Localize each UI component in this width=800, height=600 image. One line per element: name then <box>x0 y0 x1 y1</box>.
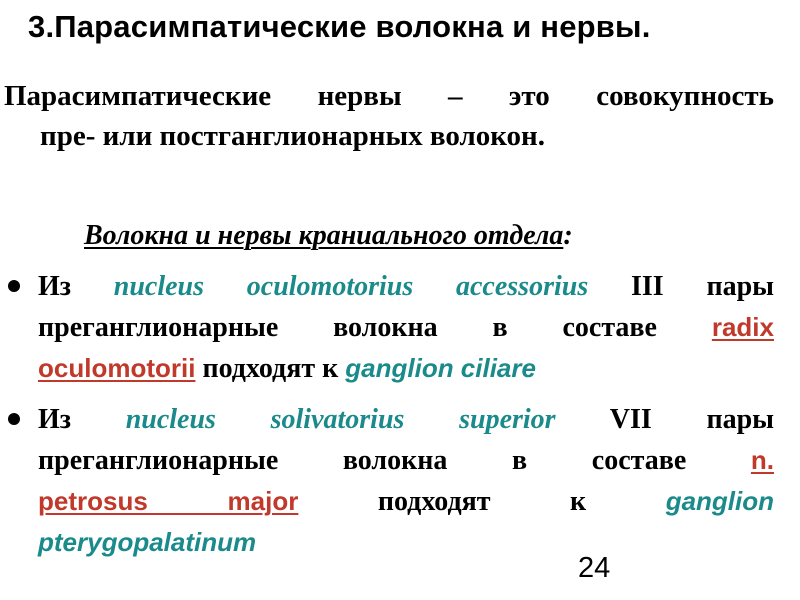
bullet-text: подходят к <box>377 486 587 517</box>
bullet-text: подходят к <box>202 353 339 384</box>
subheading-text: Волокна и нервы краниального отдела <box>84 220 564 251</box>
term-link: radix <box>711 312 774 342</box>
latin-ganglion-continued: pterygopalatinum <box>38 527 257 557</box>
latin-ganglion: ganglion <box>665 486 775 516</box>
lead-paragraph <box>4 76 774 156</box>
bullet-line <box>38 481 774 522</box>
bullet-line <box>38 522 774 563</box>
term-link: petrosus major <box>38 486 299 516</box>
roman-numeral: III <box>630 271 664 302</box>
bullet-text: преганглионарные волокна в составе <box>38 312 657 343</box>
bullet-line <box>38 348 774 389</box>
page-number: 24 <box>578 552 611 584</box>
latin-ganglion: ganglion ciliare <box>345 353 536 383</box>
bullet-list <box>0 266 790 573</box>
bullet-item-solivatorius <box>0 399 790 563</box>
bullet-suffix: пары <box>706 404 775 435</box>
roman-numeral: VII <box>609 404 652 435</box>
bullet-icon <box>8 280 20 292</box>
bullet-line <box>38 266 774 307</box>
bullet-suffix: пары <box>706 271 775 302</box>
lead-line-1: Парасимпатические нервы – это совокупность <box>4 80 774 112</box>
bullet-prefix: Из <box>38 404 72 435</box>
term-link: oculomotorii <box>38 353 196 383</box>
bullet-line <box>38 399 774 440</box>
bullet-prefix: Из <box>38 271 72 302</box>
bullet-line <box>38 440 774 481</box>
latin-nucleus: nucleus oculomotorius accessorius <box>113 271 589 302</box>
term-link: n. <box>750 445 774 475</box>
subheading-colon: : <box>563 220 573 251</box>
bullet-icon <box>8 413 20 425</box>
bullet-text: преганглионарные волокна в составе <box>38 445 687 476</box>
bullet-item-oculomotor <box>0 266 790 389</box>
slide-title: 3.Парасимпатические волокна и нервы. <box>28 9 651 44</box>
latin-nucleus: nucleus solivatorius superior <box>125 404 556 435</box>
lead-line-2: пре- или постганглионарных волокон. <box>40 120 546 152</box>
bullet-line <box>38 307 774 348</box>
section-subheading <box>84 220 573 252</box>
